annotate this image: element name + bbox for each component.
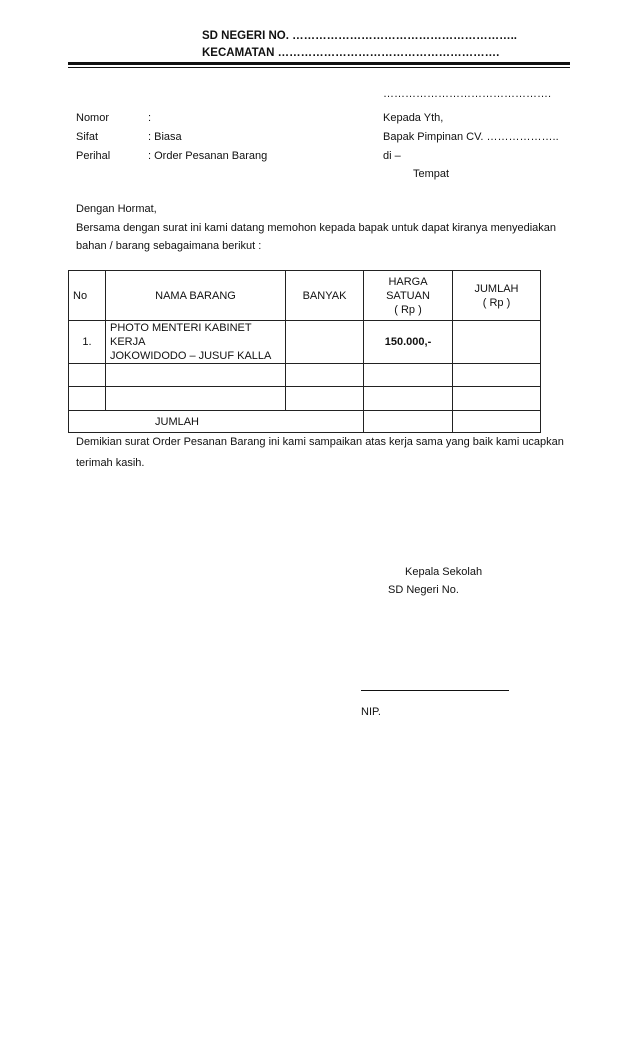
- row-harga: 150.000,-: [364, 321, 453, 364]
- header-no: No: [69, 271, 106, 321]
- header-harga-line2: SATUAN: [386, 289, 430, 302]
- recipient-location: Tempat: [413, 168, 450, 180]
- header-jumlah-line1: JUMLAH: [474, 282, 519, 295]
- opening-greeting: Dengan Hormat,: [76, 203, 157, 215]
- date-line: ……………………………………….: [383, 88, 552, 100]
- perihal-label: Perihal: [76, 150, 111, 162]
- header-harga-line3: ( Rp ): [394, 303, 422, 316]
- closing-text-2: terimah kasih.: [76, 457, 145, 469]
- header-harga-line1: HARGA: [388, 275, 428, 288]
- header-rule-thin: [68, 67, 570, 68]
- nomor-value: :: [148, 112, 152, 124]
- header-banyak: BANYAK: [286, 271, 364, 321]
- closing-text-1: Demikian surat Order Pesanan Barang ini kami sampaikan atas kerja sama yang baik kami ucapkan: [76, 436, 564, 448]
- perihal-value: : Order Pesanan Barang: [148, 150, 268, 162]
- opening-text-2: bahan / barang sebagaimana berikut :: [76, 240, 262, 252]
- header-jumlah: [453, 271, 541, 321]
- row-nama-line2: JOKOWIDODO – JUSUF KALLA: [110, 350, 272, 362]
- table-total-row: [69, 411, 541, 433]
- signature-school: SD Negeri No.: [388, 584, 459, 596]
- recipient-company: Bapak Pimpinan CV. ………………..: [383, 131, 559, 143]
- nomor-label: Nomor: [76, 112, 110, 124]
- row-banyak: [286, 321, 364, 364]
- recipient-location-prefix: di –: [383, 150, 401, 162]
- school-name-line: SD NEGERI NO. …………………………………………………..: [202, 30, 517, 42]
- header-rule-thick: [68, 62, 570, 65]
- row-jumlah: [453, 321, 541, 364]
- row-no: 1.: [69, 321, 106, 364]
- table-header-row: [69, 271, 541, 321]
- signature-nip: NIP.: [361, 706, 381, 718]
- row-nama-barang: [106, 321, 286, 364]
- row-nama-line1: PHOTO MENTERI KABINET KERJA: [110, 322, 252, 348]
- signature-title: Kepala Sekolah: [405, 566, 483, 578]
- table-row: [69, 321, 541, 364]
- total-label: JUMLAH: [69, 411, 364, 433]
- district-line: KECAMATAN ………………………………………………….: [202, 47, 500, 59]
- recipient-greeting: Kepada Yth,: [383, 112, 444, 124]
- opening-text-1: Bersama dengan surat ini kami datang memohon kepada bapak untuk dapat kiranya menyediakan: [76, 222, 557, 234]
- signature-line: [361, 690, 509, 691]
- order-table: [68, 270, 541, 433]
- header-jumlah-line2: ( Rp ): [482, 296, 511, 309]
- header-harga-satuan: [364, 271, 453, 321]
- header-nama-barang: NAMA BARANG: [106, 271, 286, 321]
- table-row-empty: [69, 387, 541, 411]
- sifat-value: : Biasa: [148, 131, 182, 143]
- table-row-empty: [69, 364, 541, 387]
- sifat-label: Sifat: [76, 131, 99, 143]
